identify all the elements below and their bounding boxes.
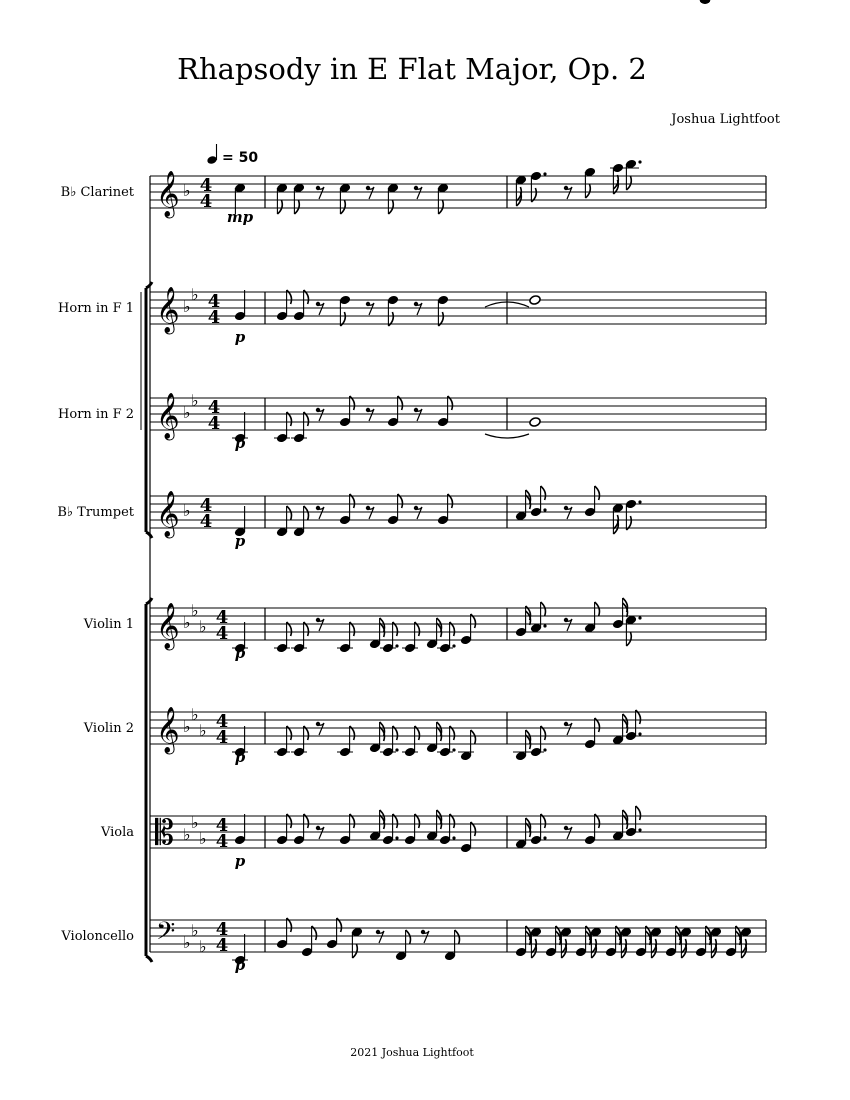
dynamic-marking: p — [234, 956, 246, 974]
key-flat-icon: ♭ — [191, 705, 199, 724]
dot — [395, 644, 398, 647]
instrument-name: B♭ Clarinet — [60, 185, 134, 200]
key-flat-icon: ♭ — [183, 825, 191, 844]
bass-clef-icon: 𝄢 — [156, 917, 176, 952]
time-signature-num: 4 — [199, 175, 213, 196]
key-flat-icon: ♭ — [191, 391, 199, 410]
instrument-name: Violin 2 — [83, 721, 134, 736]
brass-bracket — [146, 282, 152, 538]
dot — [395, 836, 398, 839]
key-flat-icon: ♭ — [183, 403, 191, 422]
note-flag — [595, 486, 600, 500]
key-flat-icon: ♭ — [183, 717, 191, 736]
eighth-rest — [416, 187, 422, 199]
time-signature-num: 4 — [215, 607, 229, 628]
dot — [638, 160, 641, 163]
dot — [638, 616, 641, 619]
note-flag — [277, 200, 282, 214]
time-signature-num: 4 — [215, 815, 229, 836]
note-flag — [438, 200, 443, 214]
copyright-footer: 2021 Joshua Lightfoot — [350, 1046, 474, 1059]
dot — [452, 836, 455, 839]
notehead — [700, 0, 710, 4]
treble-clef-icon: 𝄞 — [156, 393, 180, 439]
eighth-rest — [566, 723, 572, 735]
dynamic-marking: p — [234, 644, 246, 662]
dynamic-marking: p — [234, 748, 246, 766]
eighth-rest — [368, 409, 374, 421]
notehead — [529, 295, 541, 306]
note-flag — [541, 486, 546, 500]
time-signature-den: 4 — [199, 511, 213, 532]
time-signature-den: 4 — [207, 307, 221, 328]
eighth-rest — [416, 409, 422, 421]
eighth-rest — [318, 619, 324, 631]
key-flat-icon: ♭ — [191, 601, 199, 620]
eighth-rest — [318, 409, 324, 421]
alto-clef-icon: 𝄡 — [155, 813, 174, 853]
note-flag — [541, 602, 546, 616]
eighth-rest — [566, 507, 572, 519]
note-flag — [294, 200, 299, 214]
time-signature-den: 4 — [215, 727, 229, 748]
note-flag — [626, 632, 631, 646]
tempo-text: = 50 — [222, 150, 259, 166]
key-flat-icon: ♭ — [191, 921, 199, 940]
note-flag — [340, 200, 345, 214]
dot — [543, 624, 546, 627]
dot — [638, 732, 641, 735]
key-flat-icon: ♭ — [199, 721, 207, 740]
note-flag — [388, 200, 393, 214]
key-flat-icon: ♭ — [183, 181, 191, 200]
treble-clef-icon: 𝄞 — [156, 707, 180, 753]
dot — [638, 500, 641, 503]
treble-clef-icon: 𝄞 — [156, 491, 180, 537]
time-signature-num: 4 — [199, 495, 213, 516]
note-flag — [352, 944, 357, 958]
key-flat-icon: ♭ — [183, 933, 191, 952]
composer-name: Joshua Lightfoot — [671, 112, 780, 127]
staff-8 — [60, 917, 766, 974]
dot — [452, 644, 455, 647]
key-flat-icon: ♭ — [191, 285, 199, 304]
strings-bracket — [146, 598, 152, 962]
time-signature-num: 4 — [215, 711, 229, 732]
eighth-rest — [368, 303, 374, 315]
instrument-name: Viola — [100, 825, 134, 840]
tie — [485, 434, 529, 438]
staff-1 — [61, 0, 766, 226]
key-flat-icon: ♭ — [191, 813, 199, 832]
dynamic-marking: p — [234, 328, 246, 346]
dot — [543, 172, 546, 175]
notehead — [529, 417, 541, 428]
eighth-rest — [423, 931, 429, 943]
key-flat-icon: ♭ — [199, 829, 207, 848]
dot — [395, 748, 398, 751]
dot — [543, 508, 546, 511]
instrument-name: Horn in F 1 — [58, 301, 134, 316]
time-signature-num: 4 — [207, 291, 221, 312]
treble-clef-icon: 𝄞 — [156, 603, 180, 649]
eighth-rest — [318, 827, 324, 839]
note-flag — [585, 184, 590, 198]
time-signature-den: 4 — [207, 413, 221, 434]
time-signature-num: 4 — [207, 397, 221, 418]
key-flat-icon: ♭ — [183, 297, 191, 316]
eighth-rest — [378, 931, 384, 943]
instrument-name: Horn in F 2 — [58, 407, 134, 422]
key-flat-icon: ♭ — [183, 613, 191, 632]
time-signature-den: 4 — [215, 623, 229, 644]
eighth-rest — [318, 507, 324, 519]
staff-4 — [57, 0, 766, 550]
dynamic-marking: p — [234, 532, 246, 550]
eighth-rest — [318, 187, 324, 199]
note-flag — [287, 506, 292, 520]
instrument-name: B♭ Trumpet — [57, 505, 134, 520]
treble-clef-icon: 𝄞 — [156, 171, 180, 217]
staff-6 — [83, 0, 766, 766]
dot — [638, 828, 641, 831]
tempo-marking — [206, 144, 258, 166]
eighth-rest — [368, 507, 374, 519]
key-flat-icon: ♭ — [199, 617, 207, 636]
note-flag — [595, 602, 600, 616]
note-flag — [455, 930, 460, 944]
key-flat-icon: ♭ — [199, 937, 207, 956]
eighth-rest — [566, 187, 572, 199]
note-flag — [304, 506, 309, 520]
treble-clef-icon: 𝄞 — [156, 287, 180, 333]
time-signature-den: 4 — [215, 935, 229, 956]
key-flat-icon: ♭ — [183, 501, 191, 520]
eighth-rest — [318, 723, 324, 735]
dynamic-marking: p — [234, 434, 246, 452]
dynamic-marking: mp — [226, 208, 254, 226]
score-title: Rhapsody in E Flat Major, Op. 2 — [177, 52, 647, 86]
instrument-name: Violoncello — [61, 929, 134, 944]
dot — [543, 748, 546, 751]
eighth-rest — [566, 619, 572, 631]
eighth-rest — [416, 303, 422, 315]
note-flag — [636, 806, 641, 820]
eighth-rest — [566, 827, 572, 839]
dot — [452, 748, 455, 751]
eighth-rest — [368, 187, 374, 199]
eighth-rest — [416, 507, 422, 519]
staff-5 — [83, 0, 766, 662]
eighth-rest — [318, 303, 324, 315]
dynamic-marking: p — [234, 852, 246, 870]
staff-3 — [58, 391, 766, 452]
note-flag — [406, 930, 411, 944]
note-flag — [471, 730, 476, 744]
note-flag — [626, 176, 631, 190]
dot — [543, 836, 546, 839]
time-signature-den: 4 — [215, 831, 229, 852]
instrument-name: Violin 1 — [83, 617, 134, 632]
time-signature-den: 4 — [199, 191, 213, 212]
time-signature-num: 4 — [215, 919, 229, 940]
staff-2 — [58, 285, 766, 346]
